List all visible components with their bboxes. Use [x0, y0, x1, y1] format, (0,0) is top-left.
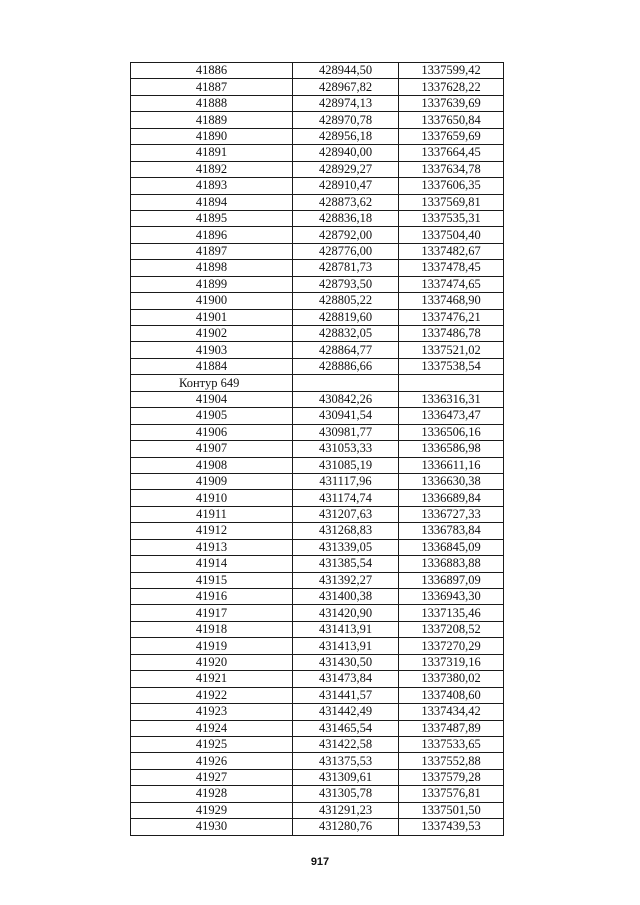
x-coordinate-cell: 428974,13 [293, 95, 399, 111]
y-coordinate-cell: 1336586,98 [399, 441, 504, 457]
point-id-cell: 41915 [131, 572, 293, 588]
y-coordinate-cell: 1337538,54 [399, 358, 504, 374]
x-coordinate-cell: 431422,58 [293, 736, 399, 752]
x-coordinate-cell: 431309,61 [293, 769, 399, 785]
y-coordinate-cell: 1337476,21 [399, 309, 504, 325]
point-id-cell: 41921 [131, 671, 293, 687]
x-coordinate-cell: 431442,49 [293, 704, 399, 720]
x-coordinate-cell: 428819,60 [293, 309, 399, 325]
x-coordinate-cell: 430981,77 [293, 424, 399, 440]
y-coordinate-cell: 1337487,89 [399, 720, 504, 736]
x-coordinate-cell: 428836,18 [293, 210, 399, 226]
empty-cell [399, 375, 504, 391]
point-id-cell: 41890 [131, 128, 293, 144]
y-coordinate-cell: 1337434,42 [399, 704, 504, 720]
y-coordinate-cell: 1336943,30 [399, 589, 504, 605]
point-id-cell: 41892 [131, 161, 293, 177]
table-row [131, 621, 504, 637]
point-id-cell: 41912 [131, 523, 293, 539]
x-coordinate-cell: 431473,84 [293, 671, 399, 687]
x-coordinate-cell: 428873,62 [293, 194, 399, 210]
x-coordinate-cell: 428929,27 [293, 161, 399, 177]
x-coordinate-cell: 428776,00 [293, 243, 399, 259]
x-coordinate-cell: 431174,74 [293, 490, 399, 506]
y-coordinate-cell: 1336897,09 [399, 572, 504, 588]
y-coordinate-cell: 1337504,40 [399, 227, 504, 243]
y-coordinate-cell: 1336473,47 [399, 408, 504, 424]
x-coordinate-cell: 431430,50 [293, 654, 399, 670]
point-id-cell: 41888 [131, 95, 293, 111]
point-id-cell: 41920 [131, 654, 293, 670]
y-coordinate-cell: 1336630,38 [399, 473, 504, 489]
y-coordinate-cell: 1337599,42 [399, 63, 504, 79]
x-coordinate-cell: 431441,57 [293, 687, 399, 703]
point-id-cell: 41895 [131, 210, 293, 226]
point-id-cell: 41896 [131, 227, 293, 243]
page-number: 917 [310, 856, 330, 868]
x-coordinate-cell: 431413,91 [293, 621, 399, 637]
table-row [131, 243, 504, 259]
point-id-cell: 41889 [131, 112, 293, 128]
table-row [131, 769, 504, 785]
y-coordinate-cell: 1337521,02 [399, 342, 504, 358]
x-coordinate-cell: 431385,54 [293, 556, 399, 572]
x-coordinate-cell: 430941,54 [293, 408, 399, 424]
point-id-cell: 41905 [131, 408, 293, 424]
x-coordinate-cell: 431280,76 [293, 819, 399, 835]
y-coordinate-cell: 1337478,45 [399, 260, 504, 276]
y-coordinate-cell: 1337533,65 [399, 736, 504, 752]
y-coordinate-cell: 1337474,65 [399, 276, 504, 292]
y-coordinate-cell: 1337628,22 [399, 79, 504, 95]
y-coordinate-cell: 1337579,28 [399, 769, 504, 785]
y-coordinate-cell: 1337664,45 [399, 145, 504, 161]
x-coordinate-cell: 431392,27 [293, 572, 399, 588]
point-id-cell: 41914 [131, 556, 293, 572]
point-id-cell: 41908 [131, 457, 293, 473]
table-row [131, 326, 504, 342]
x-coordinate-cell: 431400,38 [293, 589, 399, 605]
table-row [131, 358, 504, 374]
point-id-cell: 41916 [131, 589, 293, 605]
y-coordinate-cell: 1337576,81 [399, 786, 504, 802]
table-row [131, 802, 504, 818]
coordinates-table-body [131, 63, 504, 836]
table-row [131, 441, 504, 457]
empty-cell [293, 375, 399, 391]
x-coordinate-cell: 428864,77 [293, 342, 399, 358]
point-id-cell: 41910 [131, 490, 293, 506]
table-row [131, 556, 504, 572]
x-coordinate-cell: 431339,05 [293, 539, 399, 555]
table-row [131, 227, 504, 243]
x-coordinate-cell: 428886,66 [293, 358, 399, 374]
point-id-cell: 41918 [131, 621, 293, 637]
point-id-cell: 41902 [131, 326, 293, 342]
table-row [131, 260, 504, 276]
point-id-cell: 41922 [131, 687, 293, 703]
table-row [131, 293, 504, 309]
y-coordinate-cell: 1336611,16 [399, 457, 504, 473]
point-id-cell: 41919 [131, 638, 293, 654]
point-id-cell: 41909 [131, 473, 293, 489]
table-row [131, 786, 504, 802]
x-coordinate-cell: 428793,50 [293, 276, 399, 292]
y-coordinate-cell: 1336316,31 [399, 391, 504, 407]
y-coordinate-cell: 1336845,09 [399, 539, 504, 555]
point-id-cell: 41925 [131, 736, 293, 752]
point-id-cell: 41897 [131, 243, 293, 259]
point-id-cell: 41903 [131, 342, 293, 358]
y-coordinate-cell: 1337552,88 [399, 753, 504, 769]
point-id-cell: 41917 [131, 605, 293, 621]
point-id-cell: 41906 [131, 424, 293, 440]
table-row [131, 457, 504, 473]
table-row [131, 95, 504, 111]
point-id-cell: 41930 [131, 819, 293, 835]
y-coordinate-cell: 1337501,50 [399, 802, 504, 818]
table-row [131, 309, 504, 325]
table-row [131, 342, 504, 358]
x-coordinate-cell: 428781,73 [293, 260, 399, 276]
x-coordinate-cell: 431420,90 [293, 605, 399, 621]
x-coordinate-cell: 431053,33 [293, 441, 399, 457]
y-coordinate-cell: 1337439,53 [399, 819, 504, 835]
table-row [131, 671, 504, 687]
point-id-cell: 41928 [131, 786, 293, 802]
point-id-cell: 41904 [131, 391, 293, 407]
table-row [131, 589, 504, 605]
table-row [131, 720, 504, 736]
point-id-cell: 41887 [131, 79, 293, 95]
x-coordinate-cell: 428970,78 [293, 112, 399, 128]
y-coordinate-cell: 1337659,69 [399, 128, 504, 144]
table-row [131, 539, 504, 555]
y-coordinate-cell: 1337208,52 [399, 621, 504, 637]
x-coordinate-cell: 428967,82 [293, 79, 399, 95]
point-id-cell: 41911 [131, 506, 293, 522]
table-row [131, 276, 504, 292]
point-id-cell: 41913 [131, 539, 293, 555]
contour-header-row [131, 375, 504, 391]
point-id-cell: 41893 [131, 178, 293, 194]
table-row [131, 391, 504, 407]
contour-label: Контур 649 [131, 375, 293, 391]
x-coordinate-cell: 431413,91 [293, 638, 399, 654]
y-coordinate-cell: 1337569,81 [399, 194, 504, 210]
y-coordinate-cell: 1336727,33 [399, 506, 504, 522]
x-coordinate-cell: 431268,83 [293, 523, 399, 539]
table-row [131, 753, 504, 769]
table-row [131, 194, 504, 210]
x-coordinate-cell: 428910,47 [293, 178, 399, 194]
y-coordinate-cell: 1337535,31 [399, 210, 504, 226]
y-coordinate-cell: 1337634,78 [399, 161, 504, 177]
table-row [131, 161, 504, 177]
y-coordinate-cell: 1337408,60 [399, 687, 504, 703]
y-coordinate-cell: 1337486,78 [399, 326, 504, 342]
x-coordinate-cell: 428792,00 [293, 227, 399, 243]
table-row [131, 819, 504, 835]
y-coordinate-cell: 1337468,90 [399, 293, 504, 309]
x-coordinate-cell: 430842,26 [293, 391, 399, 407]
x-coordinate-cell: 431207,63 [293, 506, 399, 522]
table-row [131, 605, 504, 621]
y-coordinate-cell: 1336506,16 [399, 424, 504, 440]
table-row [131, 112, 504, 128]
y-coordinate-cell: 1337270,29 [399, 638, 504, 654]
x-coordinate-cell: 431305,78 [293, 786, 399, 802]
table-row [131, 506, 504, 522]
point-id-cell: 41898 [131, 260, 293, 276]
table-row [131, 523, 504, 539]
x-coordinate-cell: 428832,05 [293, 326, 399, 342]
y-coordinate-cell: 1336883,88 [399, 556, 504, 572]
y-coordinate-cell: 1337639,69 [399, 95, 504, 111]
table-row [131, 63, 504, 79]
point-id-cell: 41926 [131, 753, 293, 769]
x-coordinate-cell: 428944,50 [293, 63, 399, 79]
table-row [131, 79, 504, 95]
y-coordinate-cell: 1337135,46 [399, 605, 504, 621]
table-row [131, 408, 504, 424]
point-id-cell: 41929 [131, 802, 293, 818]
point-id-cell: 41899 [131, 276, 293, 292]
point-id-cell: 41891 [131, 145, 293, 161]
x-coordinate-cell: 431375,53 [293, 753, 399, 769]
table-row [131, 687, 504, 703]
point-id-cell: 41901 [131, 309, 293, 325]
point-id-cell: 41884 [131, 358, 293, 374]
point-id-cell: 41907 [131, 441, 293, 457]
table-row [131, 736, 504, 752]
x-coordinate-cell: 428956,18 [293, 128, 399, 144]
table-row [131, 704, 504, 720]
x-coordinate-cell: 431465,54 [293, 720, 399, 736]
table-row [131, 638, 504, 654]
x-coordinate-cell: 431117,96 [293, 473, 399, 489]
table-row [131, 654, 504, 670]
y-coordinate-cell: 1337650,84 [399, 112, 504, 128]
point-id-cell: 41927 [131, 769, 293, 785]
point-id-cell: 41900 [131, 293, 293, 309]
table-row [131, 572, 504, 588]
point-id-cell: 41894 [131, 194, 293, 210]
y-coordinate-cell: 1337606,35 [399, 178, 504, 194]
y-coordinate-cell: 1337482,67 [399, 243, 504, 259]
x-coordinate-cell: 428805,22 [293, 293, 399, 309]
x-coordinate-cell: 431291,23 [293, 802, 399, 818]
x-coordinate-cell: 431085,19 [293, 457, 399, 473]
table-row [131, 210, 504, 226]
y-coordinate-cell: 1337319,16 [399, 654, 504, 670]
point-id-cell: 41923 [131, 704, 293, 720]
y-coordinate-cell: 1336689,84 [399, 490, 504, 506]
coordinates-table [130, 62, 504, 836]
point-id-cell: 41886 [131, 63, 293, 79]
table-row [131, 473, 504, 489]
y-coordinate-cell: 1336783,84 [399, 523, 504, 539]
table-row [131, 424, 504, 440]
table-row [131, 128, 504, 144]
y-coordinate-cell: 1337380,02 [399, 671, 504, 687]
table-row [131, 145, 504, 161]
table-row [131, 490, 504, 506]
x-coordinate-cell: 428940,00 [293, 145, 399, 161]
table-row [131, 178, 504, 194]
point-id-cell: 41924 [131, 720, 293, 736]
